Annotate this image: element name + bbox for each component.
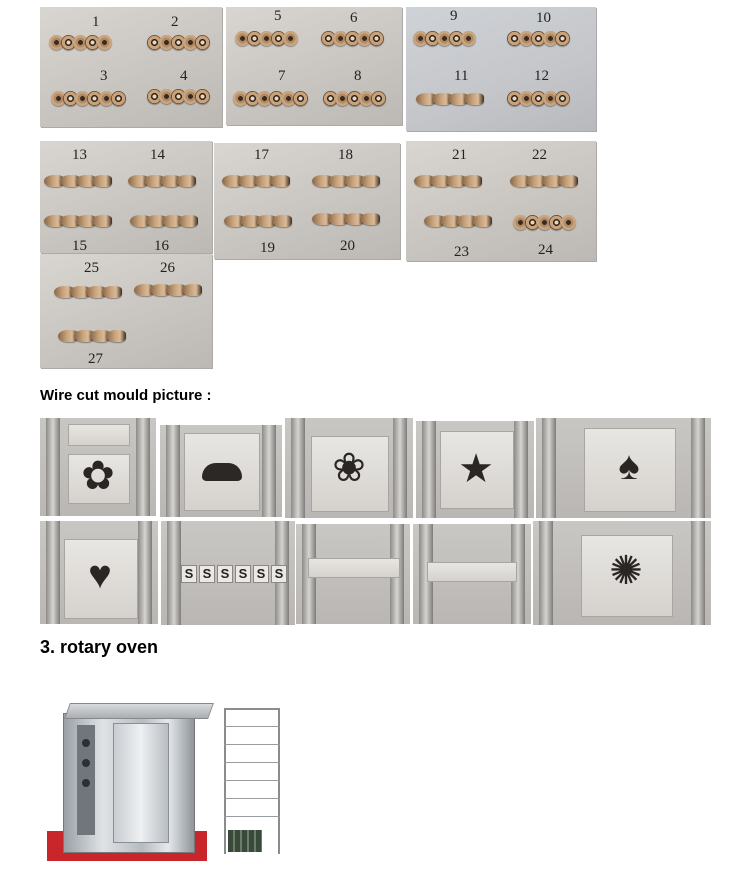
- letter-cutter: S: [235, 565, 251, 583]
- nozzle-number: 7: [278, 68, 286, 84]
- nozzle-photo-21-24: [406, 141, 596, 261]
- nozzle-number: 15: [72, 238, 87, 253]
- nozzle-cluster: [150, 35, 210, 50]
- nozzle-cluster: [132, 175, 196, 187]
- letter-cutter: S: [199, 565, 215, 583]
- nozzle-number: 13: [72, 147, 87, 163]
- nozzle-number: 23: [454, 244, 469, 260]
- nozzle-cluster: [54, 91, 126, 106]
- nozzle-number: 12: [534, 68, 549, 84]
- nozzle-number: 3: [100, 68, 108, 84]
- nozzle-number: 18: [338, 147, 353, 163]
- nozzle-cluster: [238, 31, 298, 46]
- nozzle-photo-5-8: [226, 7, 402, 125]
- heart-shape-icon: ♥: [88, 553, 112, 597]
- mould-photo-letters-row: [413, 524, 531, 624]
- nozzle-number: 19: [260, 240, 275, 256]
- mould-photo-letters-row: [296, 524, 410, 624]
- nozzle-cluster: [428, 215, 492, 227]
- mould-photo-flower: [40, 418, 156, 516]
- nozzle-cluster: [316, 175, 380, 187]
- crescent-shape-icon: [202, 463, 242, 481]
- nozzle-cluster: [510, 31, 570, 46]
- letter-cutter: S: [253, 565, 269, 583]
- letter-cutter: S: [271, 565, 287, 583]
- nozzle-number: 1: [92, 14, 100, 30]
- nozzle-number: 4: [180, 68, 188, 84]
- nozzle-number: 10: [536, 10, 551, 26]
- mould-photo-flower-wide: [285, 418, 413, 518]
- nozzle-number: 14: [150, 147, 165, 163]
- nozzle-photo-17-20: [214, 143, 400, 259]
- scallop-shape-icon: ✺: [609, 549, 643, 593]
- nozzle-cluster: [228, 215, 292, 227]
- star-shape-icon: ★: [458, 447, 494, 491]
- nozzle-photo-9-12: [406, 7, 596, 131]
- nozzle-number: 11: [454, 68, 469, 84]
- letter-cutters: [181, 565, 287, 583]
- mould-photo-letters-s: [161, 521, 295, 625]
- mould-photo-spade: [536, 418, 711, 518]
- nozzle-number: 2: [171, 14, 179, 30]
- mould-photo-heart: [40, 521, 158, 624]
- nozzle-number: 26: [160, 260, 175, 276]
- nozzle-cluster: [58, 286, 122, 298]
- mould-photo-crescent: [160, 425, 282, 517]
- nozzle-cluster: [150, 89, 210, 104]
- baking-rack-image: [224, 708, 280, 854]
- nozzle-cluster: [52, 35, 112, 50]
- nozzle-number: 5: [274, 8, 282, 24]
- mould-photo-scallop: [533, 521, 711, 625]
- nozzle-photo-1-4: [40, 7, 222, 127]
- nozzle-number: 16: [154, 238, 169, 253]
- wire-cut-heading: Wire cut mould picture :: [40, 387, 212, 404]
- rotary-oven-heading: 3. rotary oven: [40, 637, 159, 657]
- spade-shape-icon: ♠: [618, 444, 640, 488]
- nozzle-number: 9: [450, 8, 458, 24]
- nozzle-cluster: [510, 91, 570, 106]
- nozzle-cluster: [326, 91, 386, 106]
- nozzle-cluster: [316, 213, 380, 225]
- nozzle-number: 24: [538, 242, 553, 258]
- nozzle-cluster: [134, 215, 198, 227]
- mould-photo-star: [416, 421, 534, 518]
- nozzle-cluster: [62, 330, 126, 342]
- rotary-oven-image: [47, 703, 207, 861]
- nozzle-number: 27: [88, 351, 103, 367]
- nozzle-photo-25-27: [40, 254, 212, 368]
- nozzle-cluster: [236, 91, 308, 106]
- nozzle-cluster: [416, 31, 476, 46]
- nozzle-cluster: [226, 175, 290, 187]
- nozzle-cluster: [514, 175, 578, 187]
- nozzle-number: 20: [340, 238, 355, 254]
- nozzle-number: 17: [254, 147, 269, 163]
- flower-shape-icon: ✿: [81, 454, 115, 498]
- nozzle-number: 21: [452, 147, 467, 163]
- letter-cutter: S: [217, 565, 233, 583]
- nozzle-number: 25: [84, 260, 99, 276]
- nozzle-number: 6: [350, 10, 358, 26]
- flower-shape-icon: ❀: [332, 446, 366, 490]
- letter-cutter: S: [181, 565, 197, 583]
- nozzle-cluster: [48, 215, 112, 227]
- nozzle-number: 22: [532, 147, 547, 163]
- nozzle-photo-13-16: [40, 141, 212, 253]
- nozzle-cluster: [48, 175, 112, 187]
- nozzle-number: 8: [354, 68, 362, 84]
- nozzle-cluster: [324, 31, 384, 46]
- nozzle-cluster: [138, 284, 202, 296]
- nozzle-cluster: [516, 215, 576, 230]
- nozzle-cluster: [420, 93, 484, 105]
- nozzle-cluster: [418, 175, 482, 187]
